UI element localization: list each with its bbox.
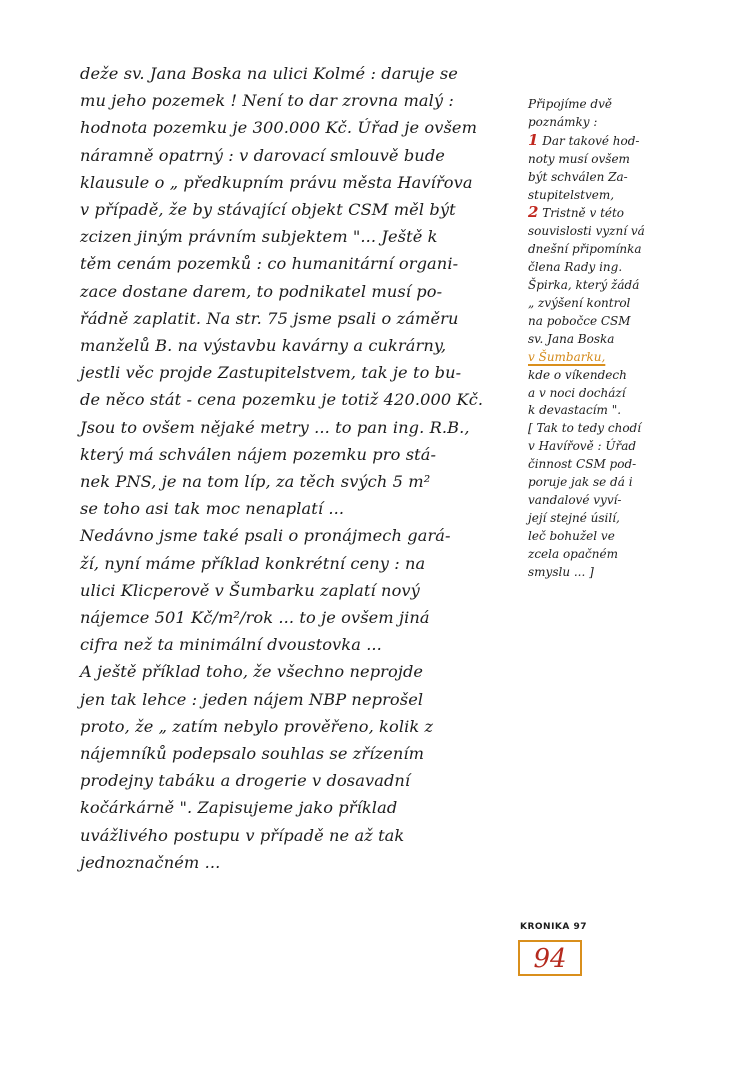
side-note-text: Dar takové hod-: [542, 133, 640, 148]
text-line: deže sv. Jana Boska na ulici Kolmé : daruje se: [80, 64, 458, 83]
text-line: řádně zaplatit. Na str. 75 jsme psali o záměru: [80, 308, 459, 328]
side-note-line: stupitelstvem,: [528, 187, 615, 202]
text-line: Jsou to ovšem nějaké metry ... to pan ing. R.B.,: [80, 417, 470, 437]
text-line: cifra než ta minimální dvoustovka ...: [80, 635, 382, 655]
side-note-line: „ zvýšení kontrol: [528, 295, 631, 310]
side-note-intro-line: Připojíme dvě: [528, 97, 612, 111]
page-number-box: [518, 940, 582, 976]
note-number-2: 2: [528, 203, 539, 222]
side-note-line: vandalové vyví-: [528, 492, 622, 507]
side-note-line: sv. Jana Boska: [528, 331, 615, 346]
text-line: zace dostane darem, to podnikatel musí po-: [80, 281, 443, 301]
text-line: nájemce 501 Kč/m²/rok ... to je ovšem jiná: [80, 608, 430, 628]
note-number-1: 1: [528, 130, 539, 149]
text-line: jednoznačném ...: [80, 852, 221, 872]
text-line: manželů B. na výstavbu kavárny a cukrárny,: [80, 336, 447, 356]
text-line: proto, že „ zatím nebylo prověřeno, kolik z: [80, 716, 434, 736]
side-note-line: činnost CSM pod-: [528, 457, 637, 472]
side-note-line: být schválen Za-: [528, 169, 628, 184]
text-line: kočárkárně ". Zapisujeme jako příklad: [80, 798, 398, 818]
side-note-line: noty musí ovšem: [528, 151, 630, 166]
side-note-line: člena Rady ing.: [528, 260, 623, 275]
side-note-line: leč bohužel ve: [528, 528, 615, 543]
text-line: uvážlivého postupu v případě ne až tak: [80, 825, 405, 845]
side-note-intro-line: poznámky :: [528, 114, 598, 129]
side-note: [528, 96, 698, 581]
text-line: hodnota pozemku je 300.000 Kč. Úřad je ovšem: [80, 118, 478, 138]
text-line: nájemníků podepsalo souhlas se zřízením: [80, 744, 425, 764]
page-number: 94: [533, 944, 567, 974]
main-text-column: [80, 60, 520, 876]
side-note-line: [528, 204, 698, 223]
side-note-line: smyslu ... ]: [528, 564, 594, 579]
text-line: jestli věc projde Zastupitelstvem, tak je to bu-: [80, 363, 462, 383]
side-note-line: [ Tak to tedy chodí: [528, 421, 642, 436]
text-line: ží, nyní máme příklad konkrétní ceny : na: [80, 553, 426, 573]
side-note-line: [528, 132, 698, 151]
side-note-line: v Havířově : Úřad: [528, 439, 637, 454]
text-line: klausule o „ předkupním právu města Havířova: [80, 172, 473, 192]
text-line: A ještě příklad toho, že všechno neprojde: [80, 662, 424, 682]
side-note-highlight: v Šumbarku,: [528, 349, 606, 364]
text-line: ulici Klicperově v Šumbarku zaplatí nový: [80, 580, 420, 600]
text-line: mu jeho pozemek ! Není to dar zrovna malý :: [80, 91, 454, 111]
side-note-line: na pobočce CSM: [528, 313, 631, 328]
side-note-line: Špirka, který žádá: [528, 278, 640, 293]
side-note-line: souvislosti vyzní vá: [528, 224, 645, 239]
text-line: náramně opatrný : v darovací smlouvě bude: [80, 145, 445, 165]
text-line: Nedávno jsme také psali o pronájmech gará-: [80, 526, 451, 546]
text-line: prodejny tabáku a drogerie v dosavadní: [80, 771, 411, 791]
text-line: de něco stát - cena pozemku je totiž 420.000 Kč.: [80, 390, 484, 410]
text-line: se toho asi tak moc nenaplatí ...: [80, 499, 345, 519]
text-line: který má schválen nájem pozemku pro stá-: [80, 444, 437, 464]
side-note-line: poruje jak se dá i: [528, 475, 633, 490]
side-note-line: kde o víkendech: [528, 367, 627, 382]
text-line: těm cenám pozemků : co humanitární organi-: [80, 254, 459, 274]
side-note-line: a v noci dochází: [528, 385, 626, 400]
text-line: zcizen jiným právním subjektem "... Ještě k: [80, 227, 438, 247]
text-line: jen tak lehce : jeden nájem NBP neprošel: [80, 689, 424, 709]
side-note-line: dnešní připomínka: [528, 242, 642, 257]
text-line: v případě, že by stávající objekt CSM měl být: [80, 200, 456, 220]
text-line: nek PNS, je na tom líp, za těch svých 5 m²: [80, 472, 431, 492]
side-note-line: zcela opačném: [528, 546, 618, 561]
side-note-text: Tristně v této: [542, 206, 625, 221]
side-note-line: její stejné úsilí,: [528, 510, 620, 525]
side-note-line: k devastacím ".: [528, 403, 622, 418]
chronicle-label: KRONIKA 97: [520, 922, 588, 932]
